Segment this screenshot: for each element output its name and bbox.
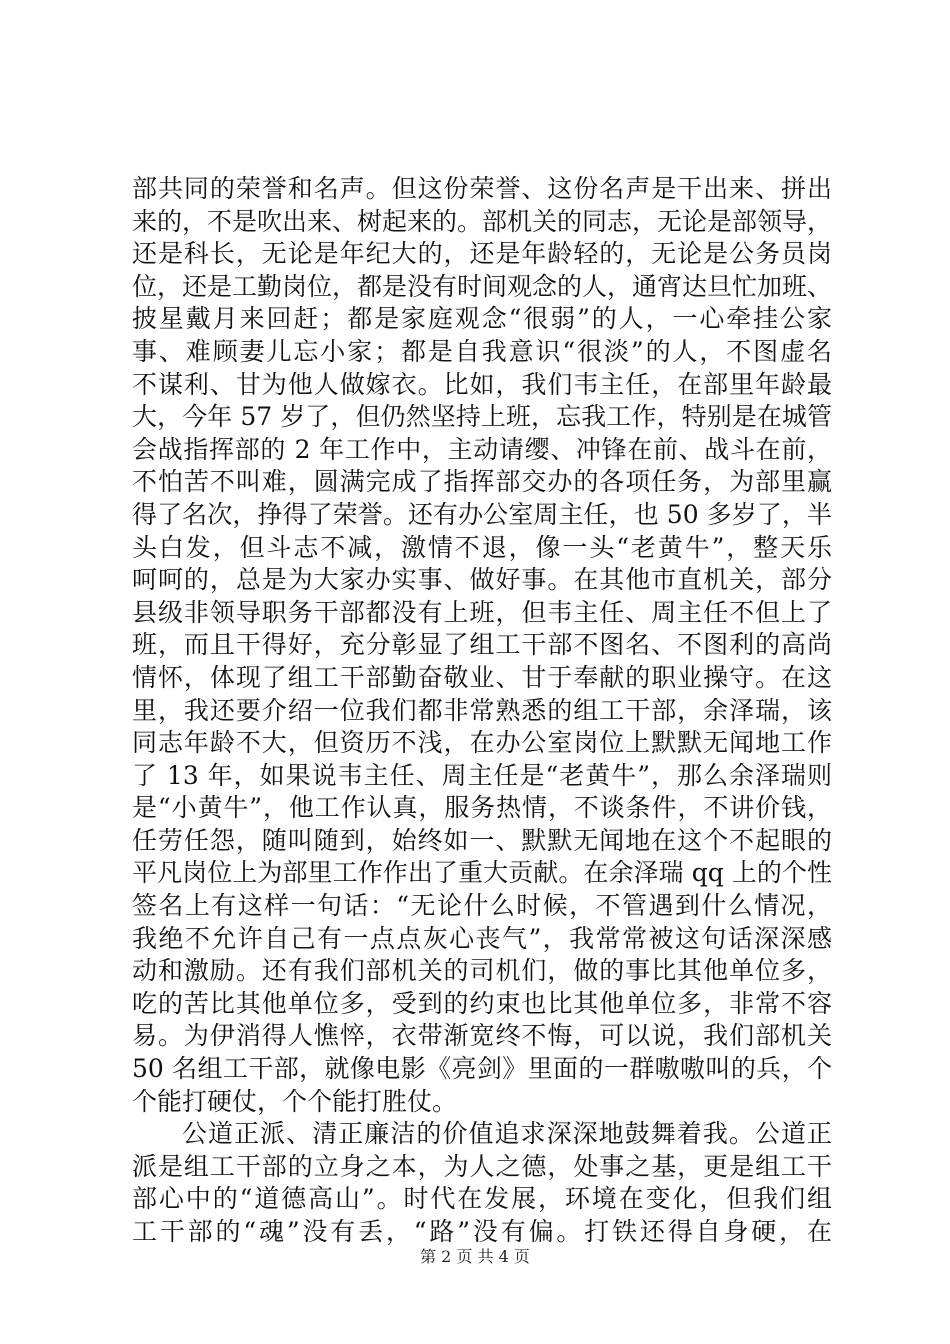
text-line: 披星戴月来回赶；都是家庭观念“很弱”的人，一心牵挂公家 — [132, 304, 832, 334]
text-line: 情怀，体现了组工干部勤奋敬业、甘于奉献的职业操守。在这 — [132, 662, 832, 692]
text-line: 签名上有这样一句话：“无论什么时候，不管遇到什么情况， — [132, 891, 832, 921]
body-text — [132, 173, 832, 1249]
text-line: 呵呵的，总是为大家办实事、做好事。在其他市直机关，部分 — [132, 565, 832, 595]
text-line: 部心中的“道德高山”。时代在发展，环境在变化，但我们组 — [132, 1184, 832, 1214]
text-line: 不谋利、甘为他人做嫁衣。比如，我们韦主任，在部里年龄最 — [132, 369, 832, 399]
text-line: 50 名组工干部，就像电影《亮剑》里面的一群嗷嗷叫的兵，个 — [132, 1054, 832, 1084]
text-line: 是“小黄牛”，他工作认真，服务热情，不谈条件，不讲价钱， — [132, 793, 832, 823]
text-line: 班，而且干得好，充分彰显了组工干部不图名、不图利的高尚 — [132, 630, 832, 660]
text-line: 里，我还要介绍一位我们都非常熟悉的组工干部，余泽瑞，该 — [132, 695, 832, 725]
text-line: 还是科长，无论是年纪大的，还是年龄轻的，无论是公务员岗 — [132, 239, 832, 269]
text-line: 吃的苦比其他单位多，受到的约束也比其他单位多，非常不容 — [132, 988, 832, 1018]
text-line: 了 13 年，如果说韦主任、周主任是“老黄牛”，那么余泽瑞则 — [132, 760, 832, 790]
text-line: 我绝不允许自己有一点点灰心丧气”，我常常被这句话深深感 — [132, 923, 832, 953]
paragraph-start-line: 公道正派、清正廉洁的价值追求深深地鼓舞着我。公道正 — [182, 1119, 832, 1149]
text-line: 头白发，但斗志不减，激情不退，像一头“老黄牛”，整天乐 — [132, 532, 832, 562]
text-line: 得了名次，挣得了荣誉。还有办公室周主任，也 50 多岁了，半 — [132, 499, 832, 529]
text-line: 易。为伊消得人憔悴，衣带渐宽终不悔，可以说，我们部机关 — [132, 1021, 832, 1051]
text-line: 同志年龄不大，但资历不浅，在办公室岗位上默默无闻地工作 — [132, 728, 832, 758]
text-line: 来的，不是吹出来、树起来的。部机关的同志，无论是部领导， — [132, 206, 833, 236]
text-line: 部共同的荣誉和名声。但这份荣誉、这份名声是干出来、拼出 — [132, 174, 832, 203]
text-line: 位，还是工勤岗位，都是没有时间观念的人，通宵达旦忙加班、 — [132, 271, 833, 301]
text-line: 平凡岗位上为部里工作作出了重大贡献。在余泽瑞 qq 上的个性 — [132, 858, 832, 888]
text-line: 县级非领导职务干部都没有上班，但韦主任、周主任不但上了 — [132, 597, 832, 627]
text-line: 大，今年 57 岁了，但仍然坚持上班，忘我工作，特别是在城管 — [132, 402, 832, 432]
text-line: 派是组工干部的立身之本，为人之德，处事之基，更是组工干 — [132, 1151, 832, 1181]
text-line: 动和激励。还有我们部机关的司机们，做的事比其他单位多， — [132, 956, 832, 986]
text-line: 事、难顾妻儿忘小家；都是自我意识“很淡”的人，不图虚名 — [132, 336, 832, 366]
paragraph-end-line: 个能打硬仗，个个能打胜仗。 — [132, 1086, 458, 1116]
text-line: 会战指挥部的 2 年工作中，主动请缨、冲锋在前、战斗在前， — [132, 434, 832, 464]
text-line: 工干部的“魂”没有丢，“路”没有偏。打铁还得自身硬，在 — [132, 1217, 832, 1246]
page-footer: 第 2 页 共 4 页 — [420, 1247, 530, 1266]
text-line: 任劳任怨，随叫随到，始终如一、默默无闻地在这个不起眼的 — [132, 825, 832, 855]
text-line: 不怕苦不叫难，圆满完成了指挥部交办的各项任务，为部里赢 — [132, 467, 832, 497]
